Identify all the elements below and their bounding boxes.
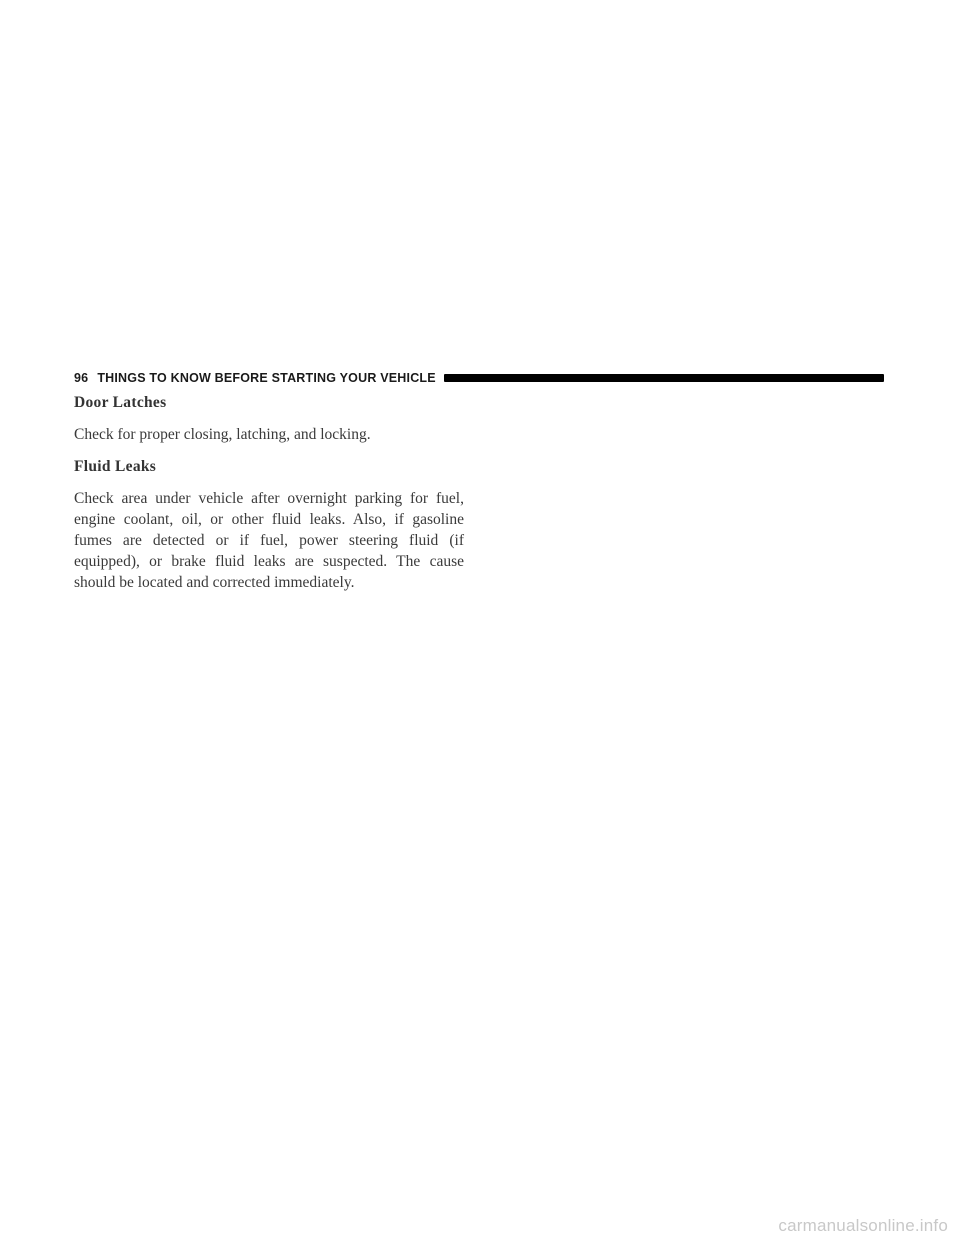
page-header (74, 369, 884, 387)
heading-door-latches: Door Latches (74, 394, 167, 411)
watermark-text: carmanualsonline.info (778, 1216, 948, 1235)
paragraph-door-latches: Check for proper closing, latching, and locking. (74, 426, 371, 443)
page-content (74, 393, 464, 593)
section-title: THINGS TO KNOW BEFORE STARTING YOUR VEHICLE (97, 371, 436, 385)
heading-fluid-leaks: Fluid Leaks (74, 458, 157, 475)
paragraph-fluid-leaks: Check area under vehicle after overnight parking for fuel, engine coolant, oil, or other fluid leaks. Also, if gasoline fumes are detected or if fuel, power steering fluid (if equipped), or brake fluid leaks are suspected. The cause should be located and corrected immediately. (74, 490, 464, 591)
page-number: 96 (74, 371, 89, 385)
header-rule (444, 374, 884, 382)
